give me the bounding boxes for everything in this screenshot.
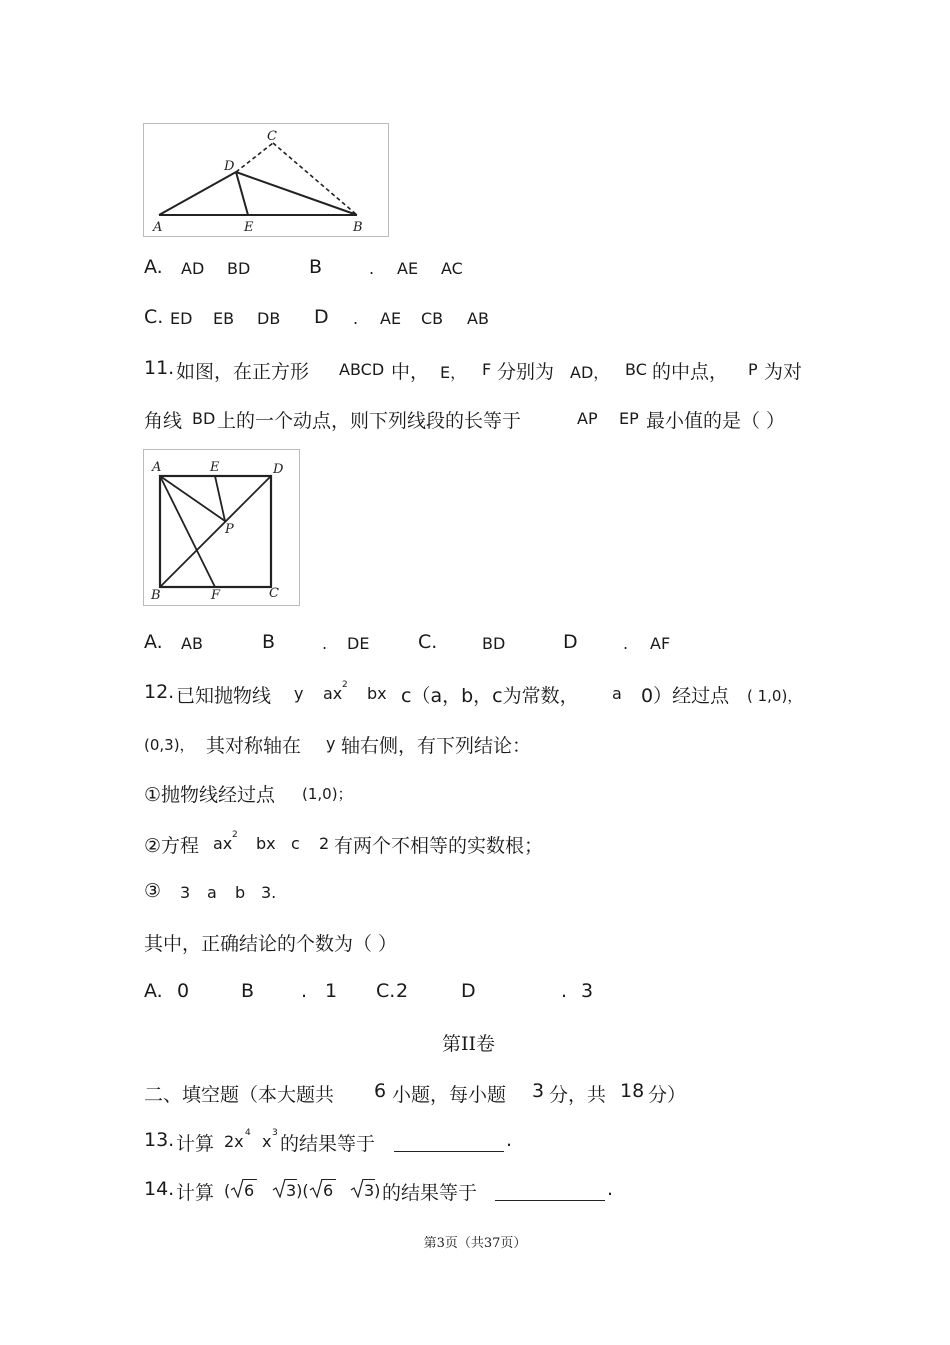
q14-rad-2: 3)( [286,1181,309,1200]
q10-label-b: B [353,220,363,235]
q11-p: P [748,360,758,379]
q11-label-e: E [210,460,220,475]
q14-sqrt-sign-3 [309,1178,323,1202]
q10-opt-a-letter: A. [144,256,163,278]
q12-c2-sup: 2 [232,830,238,840]
q12-opt-c-letter: C. [376,980,396,1002]
q11-label-a: A [152,460,162,475]
q11-ep: EP [619,409,639,428]
q13-x: x [262,1132,272,1151]
q12-text-4: 其对称轴在 [206,735,302,757]
section-n3: 18 [620,1080,645,1102]
q12-c2-c: c [291,834,300,853]
q12-a: a [612,684,622,703]
q11-opt-c-letter: C. [418,631,438,653]
q11-figure [143,449,300,606]
q12-question: 其中，正确结论的个数为（ ） [144,933,398,955]
q14-number: 14. [144,1178,175,1200]
q11-opt-b-dot: . [322,634,328,653]
q12-opt-a-letter: A. [144,980,163,1002]
q11-text-4: 的中点， [652,361,729,383]
q13-sup2: 3 [272,1128,278,1138]
q12-opt-b-dot: . [301,980,308,1002]
q12-point-1: ( 1,0)， [747,687,803,705]
section-title: 第II卷 [442,1033,496,1055]
q12-opt-a-v: 0 [177,980,190,1002]
q14-rad-3: 6 [323,1181,334,1200]
q11-text-5: 为对 [764,361,803,383]
section-mid2: 分，共 [549,1084,607,1106]
q12-opt-b-v: 1 [325,980,338,1002]
q10-opt-d-dot: . [353,309,359,328]
q10-opt-a-v2: BD [227,259,251,278]
q12-opt-d-letter: D [461,980,476,1002]
q12-bx: bx [367,684,387,703]
q10-opt-a-v1: AD [181,259,205,278]
q12-c3-b: b [235,883,246,902]
q12-c1-text: ①抛物线经过点 [144,784,276,806]
q14-paren-1: ( [224,1181,231,1200]
q10-label-a: A [153,220,163,235]
section-part-heading: 二、填空题（本大题共 [144,1084,335,1106]
q11-opt-b-v: DE [347,634,370,653]
q12-number: 12. [144,681,175,703]
q14-sqrt-sign-1 [230,1178,244,1202]
q12-c2-ax: ax [213,834,233,853]
q10-opt-d-v1: AE [380,309,402,328]
section-n1: 6 [374,1080,387,1102]
q11-text-6: 角线 [144,410,183,432]
q11-ap: AP [577,409,598,428]
q10-opt-d-v2: CB [421,309,444,328]
q13-end: . [506,1129,513,1151]
q11-label-b: B [151,588,161,603]
q10-opt-b-dot: . [369,259,375,278]
q10-opt-c-v3: DB [257,309,281,328]
q12-opt-c-v: 2 [396,980,409,1002]
q10-opt-d-v3: AB [467,309,489,328]
q12-c2-2: 2 [319,834,330,853]
q14-rad-1: 6 [244,1181,255,1200]
q12-sup: 2 [342,680,348,690]
q10-opt-c-v2: EB [213,309,235,328]
q12-y: y [294,684,304,703]
q14-end: . [607,1178,614,1200]
q10-label-d: D [224,159,235,174]
q10-opt-d-letter: D [314,306,329,328]
q11-text-1: 如图，在正方形 [176,361,310,383]
q12-ax: ax [323,684,343,703]
q11-opt-a-v: AB [181,634,203,653]
q12-c3-3: 3 [180,883,191,902]
q11-text-8: 最小值的是（ ） [646,410,786,432]
page-footer: 第3页（共37页） [423,1236,527,1251]
q12-c2-bx: bx [256,834,276,853]
q10-opt-b-letter: B [309,256,323,278]
q13-text-1: 计算 [176,1133,215,1155]
q10-label-e: E [244,220,254,235]
q11-ad: AD， [570,363,610,382]
q11-text-3: 分别为 [497,361,555,383]
q12-opt-d-dot: . [561,980,568,1002]
q12-c3-circle: ③ [144,880,162,902]
q11-text-7: 上的一个动点，则下列线段的长等于 [217,410,522,432]
q11-label-c: C [269,586,279,601]
q13-number: 13. [144,1129,175,1151]
q11-opt-a-letter: A. [144,631,163,653]
q12-c3-a: a [207,883,217,902]
section-n2: 3 [532,1080,545,1102]
q11-e: E， [440,363,467,382]
q10-opt-b-v2: AC [441,259,463,278]
q11-opt-d-letter: D [563,631,578,653]
q12-opt-b-letter: B [241,980,255,1002]
q12-c3-end: 3. [261,883,277,902]
q12-c2-text-2: 有两个不相等的实数根； [334,835,544,857]
q11-number: 11. [144,357,175,379]
q14-text-1: 计算 [176,1182,215,1204]
q12-text-5: 轴右侧，有下列结论： [341,735,532,757]
q14-rad-4: 3) [364,1181,381,1200]
q14-sqrt-sign-2 [272,1178,286,1202]
q12-opt-d-v: 3 [581,980,594,1002]
q10-opt-c-v1: ED [170,309,193,328]
q11-label-p: P [225,522,234,537]
q13-answer-blank[interactable] [394,1151,504,1152]
q12-text-3: 0）经过点 [641,685,730,707]
q11-bc: BC [625,360,647,379]
section-mid: 小题，每小题 [392,1084,507,1106]
q10-opt-b-v1: AE [397,259,419,278]
q11-f: F [482,360,492,379]
q11-bd: BD [192,409,216,428]
q10-opt-c-letter: C. [144,306,164,328]
q12-text-1: 已知抛物线 [176,685,272,707]
q11-text-2: 中， [391,361,430,383]
q11-label-d: D [273,462,284,477]
q14-sqrt-sign-4 [350,1178,364,1202]
q13-2x: 2x [224,1132,244,1151]
q12-c1-point: (1,0)； [302,785,353,803]
q11-label-f: F [211,588,221,603]
section-end: 分） [648,1084,687,1106]
q11-opt-b-letter: B [262,631,276,653]
q10-label-c: C [267,129,277,144]
q11-opt-d-v: AF [650,634,671,653]
q14-answer-blank[interactable] [495,1200,605,1201]
q12-point-2: (0,3)， [144,736,195,754]
q10-figure [143,123,389,237]
q13-sup1: 4 [245,1128,251,1138]
q12-text-2: c（a，b，c为常数， [401,685,579,707]
q14-text-2: 的结果等于 [382,1182,478,1204]
q13-text-2: 的结果等于 [280,1133,376,1155]
q12-y2: y [326,734,336,753]
q11-opt-c-v: BD [482,634,506,653]
q12-c2-text: ②方程 [144,835,200,857]
q11-abcd: ABCD [339,360,385,379]
q11-opt-d-dot: . [623,634,629,653]
